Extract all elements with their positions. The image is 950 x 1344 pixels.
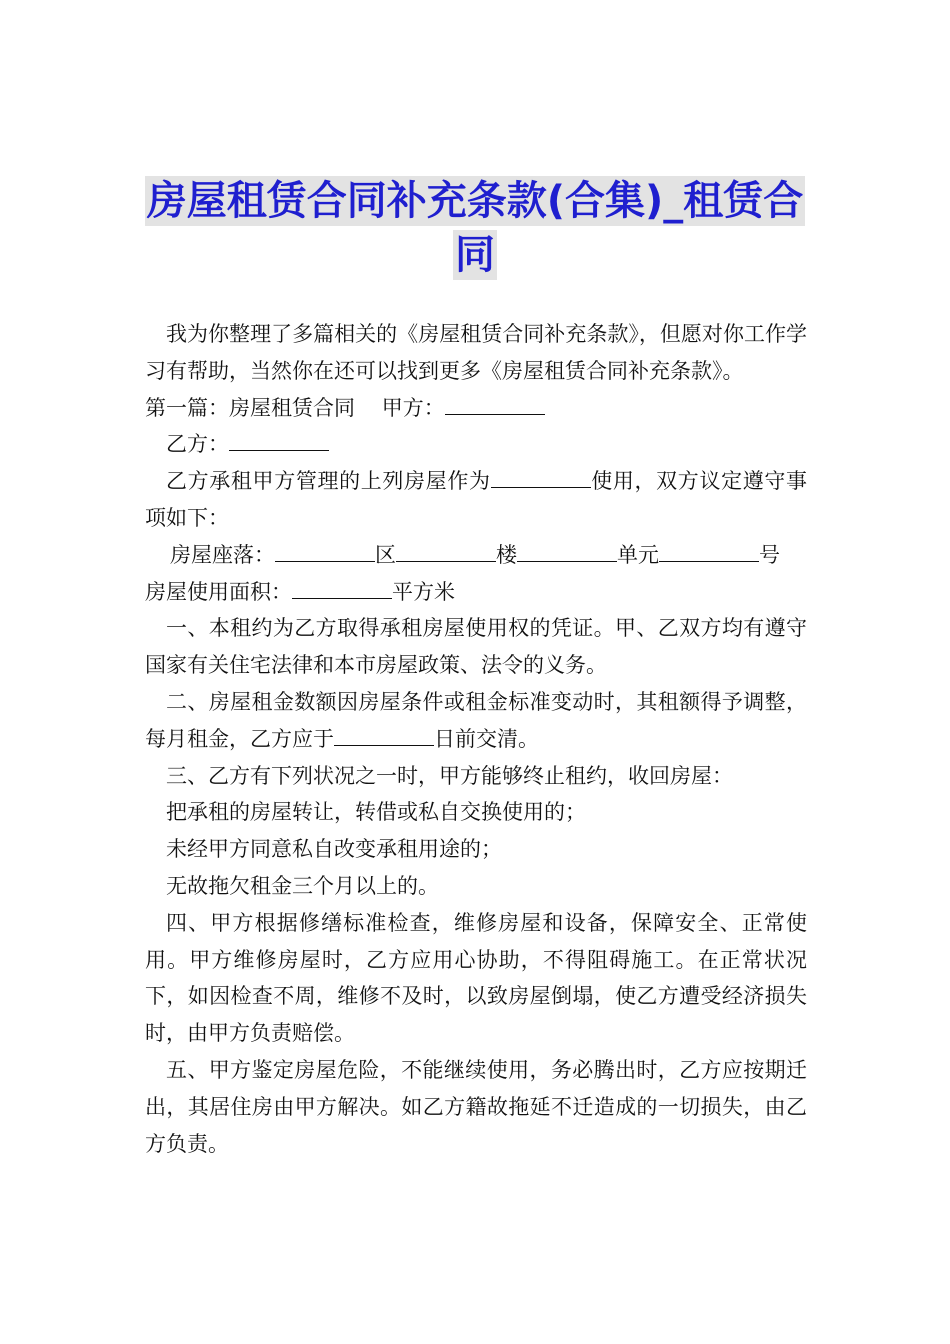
usage-text-pre: 乙方承租甲方管理的上列房屋作为 bbox=[166, 469, 491, 494]
area-line bbox=[145, 574, 807, 611]
document-body bbox=[145, 316, 807, 1162]
clause-2-post: 日前交清。 bbox=[434, 726, 539, 751]
party-a-label: 甲方： bbox=[381, 395, 445, 420]
clause-2-blank bbox=[334, 727, 434, 746]
usage-paragraph bbox=[145, 463, 807, 537]
location-blank-2 bbox=[396, 543, 496, 562]
unit-label: 单元 bbox=[617, 542, 659, 567]
party-b-line bbox=[145, 426, 807, 463]
location-blank-4 bbox=[659, 543, 759, 562]
district-label: 区 bbox=[375, 542, 396, 567]
party-b-label: 乙方： bbox=[166, 432, 229, 457]
number-label: 号 bbox=[759, 542, 780, 567]
clause-2-pre: 二、房屋租金数额因房屋条件或租金标准变动时，其租额得予调整，每月租金，乙方应于 bbox=[145, 689, 807, 751]
title-line-2: 同 bbox=[455, 232, 495, 278]
area-blank bbox=[292, 580, 392, 599]
section-heading-line bbox=[145, 390, 807, 427]
building-label: 楼 bbox=[496, 542, 517, 567]
clause-3-item-2: 未经甲方同意私自改变承租用途的； bbox=[166, 837, 502, 862]
clause-2 bbox=[145, 684, 807, 758]
area-label: 房屋使用面积： bbox=[145, 579, 292, 604]
section-heading: 第一篇：房屋租赁合同 bbox=[145, 395, 355, 420]
usage-text-post: 使用，双方议定遵守事项如下： bbox=[145, 469, 808, 530]
clause-3-item-1: 把承租的房屋转让，转借或私自交换使用的； bbox=[166, 800, 586, 825]
location-blank-1 bbox=[275, 543, 375, 562]
location-label: 房屋座落： bbox=[170, 542, 275, 567]
usage-blank bbox=[491, 469, 591, 488]
document-title bbox=[0, 176, 950, 284]
location-line bbox=[145, 537, 807, 574]
clause-3-item-3: 无故拖欠租金三个月以上的。 bbox=[166, 873, 439, 898]
party-b-blank bbox=[229, 432, 329, 451]
location-blank-3 bbox=[517, 543, 617, 562]
intro-paragraph: 我为你整理了多篇相关的《房屋租赁合同补充条款》，但愿对你工作学习有帮助，当然你在还可以找到更多《房屋租赁合同补充条款》。 bbox=[145, 322, 807, 383]
party-a-blank bbox=[445, 396, 545, 415]
clause-1: 一、本租约为乙方取得承租房屋使用权的凭证。甲、乙双方均有遵守国家有关住宅法律和本市房屋政策、法令的义务。 bbox=[145, 616, 807, 678]
clause-4: 四、甲方根据修缮标准检查，维修房屋和设备，保障安全、正常使用。甲方维修房屋时，乙方应用心协助，不得阻碍施工。在正常状况下，如因检查不周，维修不及时，以致房屋倒塌，使乙方遭受经济损失时，由甲方负责赔偿。 bbox=[145, 910, 807, 1046]
clause-5: 五、甲方鉴定房屋危险，不能继续使用，务必腾出时，乙方应按期迁出，其居住房由甲方解决。如乙方籍故拖延不迁造成的一切损失，由乙方负责。 bbox=[145, 1057, 807, 1156]
clause-3: 三、乙方有下列状况之一时，甲方能够终止租约，收回房屋： bbox=[166, 763, 733, 788]
title-line-1: 房屋租赁合同补充条款(合集)_租赁合 bbox=[146, 178, 804, 224]
area-unit: 平方米 bbox=[392, 579, 455, 604]
